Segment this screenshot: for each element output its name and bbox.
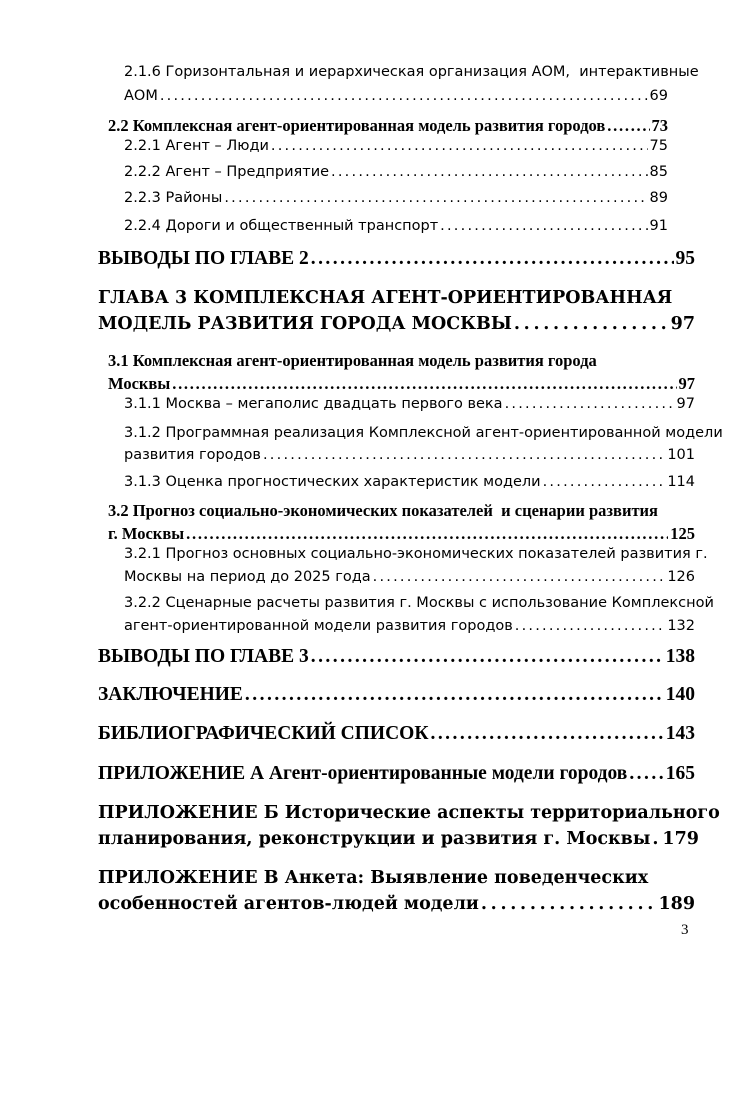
dot-leader [543,474,666,490]
dot-leader [629,763,663,785]
toc-entry-3-2-1[interactable] [124,569,695,585]
dot-leader [245,684,664,706]
toc-entry-2-2-3[interactable] [124,190,668,206]
toc-entry-2-2-4[interactable] [124,218,668,234]
toc-entry-text: 2.2.3 Районы [124,190,223,206]
toc-page-number: 140 [665,684,695,705]
toc-page-number: 189 [658,894,695,914]
toc-page-number: 101 [667,447,695,463]
toc-page-number: 97 [670,314,695,334]
dot-leader [186,524,668,544]
dot-leader [271,138,648,154]
toc-entry-text: 2.2.2 Агент – Предприятие [124,164,330,180]
toc-entry-bibliography[interactable] [98,723,695,745]
toc-entry-3-2-line1: 3.2 Прогноз социально-экономических показателей и сценарии развития [108,501,658,520]
dot-leader [514,314,669,334]
toc-entry-text: 2.2 Комплексная агент-ориентированная модель развития городов [108,116,606,135]
toc-entry-text: особенностей агентов-людей модели [98,894,479,914]
dot-leader [515,618,666,634]
dot-leader [481,894,657,914]
toc-page-number: 97 [678,374,695,393]
toc-page-number: 132 [667,618,695,634]
page-number: 3 [681,922,689,938]
toc-entry-text: Москвы на период до 2025 года [124,569,371,585]
toc-page-number: 85 [649,164,668,180]
toc-entry-conclusion[interactable] [98,684,695,706]
toc-page-number: 143 [665,723,695,744]
toc-entry-3-1-line1: 3.1 Комплексная агент-ориентированная модель развития города [108,351,597,370]
toc-page-number: 69 [649,88,668,104]
dot-leader [311,646,664,668]
toc-entry-chapter3-line1: ГЛАВА 3 КОМПЛЕКСНАЯ АГЕНТ-ОРИЕНТИРОВАННАЯ [98,288,673,308]
toc-entry-appendix-b-line1: ПРИЛОЖЕНИЕ Б Исторические аспекты территориального [98,803,720,823]
toc-entry-text: ВЫВОДЫ ПО ГЛАВЕ 2 [98,248,309,269]
toc-entry-text: 3.1.3 Оценка прогностических характеристик модели [124,474,541,490]
toc-entry-3-1[interactable] [108,374,695,394]
dot-leader [652,829,660,849]
toc-entry-text: 2.2.4 Дороги и общественный транспорт [124,218,439,234]
toc-entry-text: Москвы [108,374,171,393]
toc-entry-appendix-a[interactable] [98,763,695,785]
toc-entry-text: ЗАКЛЮЧЕНИЕ [98,684,243,705]
toc-entry-2-1-6[interactable] [124,88,668,104]
toc-entry-3-2[interactable] [108,524,695,544]
toc-entry-text: ВЫВОДЫ ПО ГЛАВЕ 3 [98,646,309,667]
toc-entry-conclusions-ch3[interactable] [98,646,695,668]
toc-page-number: 97 [676,396,695,412]
toc-entry-text: МОДЕЛЬ РАЗВИТИЯ ГОРОДА МОСКВЫ [98,314,512,334]
toc-page-number: 75 [649,138,668,154]
toc-entry-text: планирования, реконструкции и развития г. Москвы [98,829,651,849]
toc-entry-appendix-v-line1: ПРИЛОЖЕНИЕ В Анкета: Выявление поведенческих [98,868,649,888]
dot-leader [172,374,676,394]
toc-entry-text: 3.1.1 Москва – мегаполис двадцать первого века [124,396,503,412]
toc-entry-2-2[interactable] [108,116,668,136]
dot-leader [160,88,648,104]
dot-leader [440,218,647,234]
toc-entry-text: АОМ [124,88,158,104]
dot-leader [430,723,663,745]
dot-leader [311,248,674,270]
toc-entry-text: БИБЛИОГРАФИЧЕСКИЙ СПИСОК [98,723,429,744]
toc-entry-appendix-v[interactable] [98,894,695,914]
toc-entry-appendix-b[interactable] [98,829,699,849]
toc-entry-3-2-1-line1: 3.2.1 Прогноз основных социально-экономических показателей развития г. [124,546,708,562]
dot-leader [607,116,649,136]
dot-leader [263,447,665,463]
toc-entry-text: ПРИЛОЖЕНИЕ А Агент-ориентированные модели городов [98,763,628,784]
toc-entry-3-1-1[interactable] [124,396,695,412]
toc-entry-3-1-3[interactable] [124,474,695,490]
toc-entry-3-1-2[interactable] [124,447,695,463]
toc-entry-2-1-6-line1: 2.1.6 Горизонтальная и иерархическая организация АОМ, интерактивные [124,64,699,80]
toc-entry-text: агент-ориентированной модели развития городов [124,618,513,634]
toc-entry-text: развития городов [124,447,261,463]
dot-leader [373,569,666,585]
toc-entry-chapter3[interactable] [98,314,695,334]
toc-page-number: 125 [670,524,695,543]
toc-page-number: 73 [651,116,668,135]
toc-page-number: 126 [667,569,695,585]
toc-entry-2-2-1[interactable] [124,138,668,154]
toc-entry-2-2-2[interactable] [124,164,668,180]
dot-leader [505,396,675,412]
toc-page-number: 138 [665,646,695,667]
toc-entry-3-2-2[interactable] [124,618,695,634]
toc-page-number: 179 [662,829,699,849]
toc-page-number: 165 [665,763,695,784]
dot-leader [331,164,648,180]
toc-entry-text: 2.2.1 Агент – Люди [124,138,269,154]
toc-entry-conclusions-ch2[interactable] [98,248,695,270]
toc-page-number: 89 [649,190,668,206]
toc-entry-text: г. Москвы [108,524,185,543]
toc-page-number: 114 [667,474,695,490]
toc-entry-3-1-2-line1: 3.1.2 Программная реализация Комплексной агент-ориентированной модели [124,425,723,441]
toc-page-number: 91 [649,218,668,234]
toc-page-number: 95 [675,248,695,269]
toc-entry-3-2-2-line1: 3.2.2 Сценарные расчеты развития г. Москвы с использование Комплексной [124,595,714,611]
dot-leader [224,190,647,206]
